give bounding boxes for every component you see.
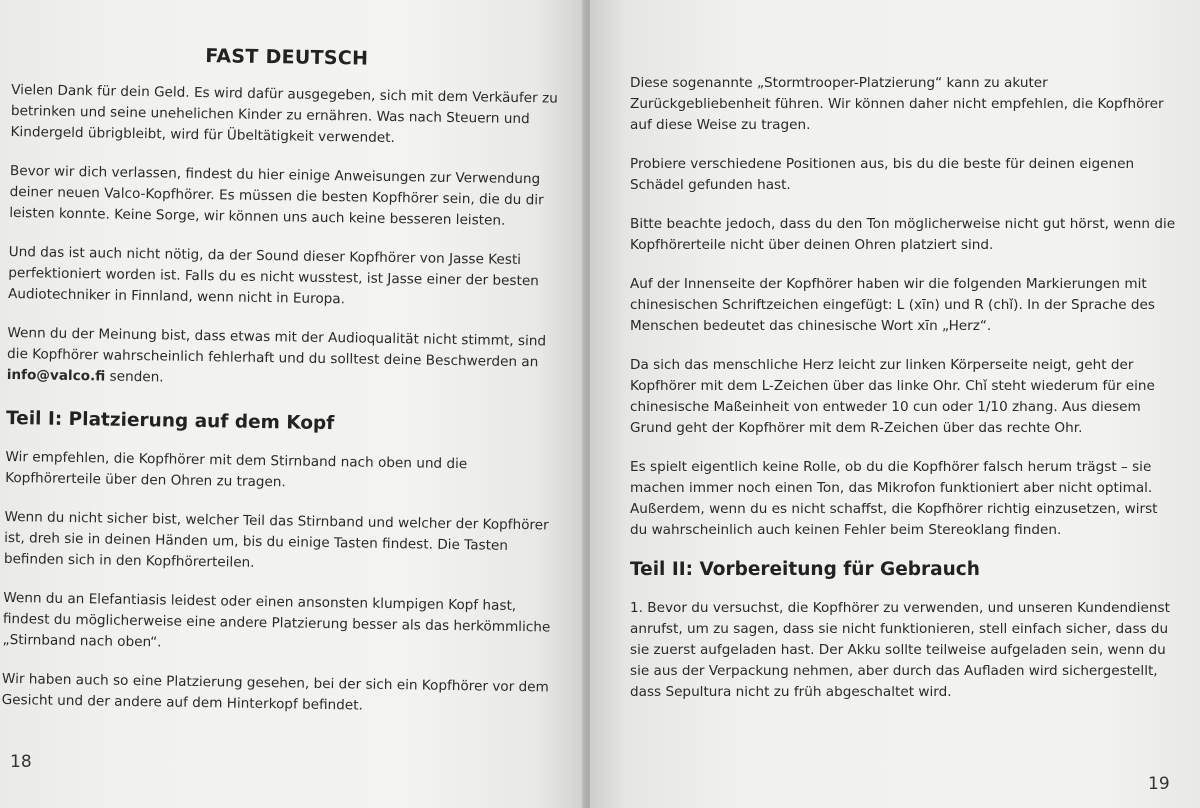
hearing-paragraph: Bitte beachte jedoch, dass du den Ton möglicherweise nicht gut hörst, wenn die Kopfhörerteile nicht über deinen Ohren platziert sind.: [630, 216, 1176, 253]
contact-email: info@valco.fi: [6, 366, 106, 385]
complaint-paragraph: [7, 323, 558, 395]
stormtrooper-paragraph: Diese sogenannte „Stormtrooper-Platzierung“ kann zu akuter Zurückgebliebenheit führen. Wir können daher nicht empfehlen, die Kopfhörer auf diese Weise zu tragen.: [630, 75, 1164, 133]
placement-paragraph: Wir empfehlen, die Kopfhörer mit dem Stirnband nach oben und die Kopfhörerteile über den Ohren zu tragen.: [5, 448, 468, 491]
wrong-way-paragraph: Es spielt eigentlich keine Rolle, ob du die Kopfhörer falsch herum trägst – sie machen immer noch einen Ton, das Mikrofon funktioniert aber nicht optimal. Außerdem, wenn du es nicht schaffst, die Kopfhörer richtig einzusetzen, wirst du wahrscheinlich auch keinen Fehler beim Stereoklang finden.: [630, 459, 1158, 538]
page-number-left: 18: [10, 752, 32, 772]
placement-paragraph: Wir haben auch so eine Platzierung gesehen, bei der sich ein Kopfhörer vor dem Gesicht und der andere auf dem Hinterkopf befindet.: [1, 670, 549, 714]
section-heading-part-2: Teil II: Vorbereitung für Gebrauch: [630, 559, 980, 580]
positions-paragraph: Probiere verschiedene Positionen aus, bis du die beste für deinen eigenen Schädel gefunden hast.: [630, 156, 1135, 193]
instructions-paragraph: Bevor wir dich verlassen, findest du hier einige Anweisungen zur Verwendung deiner neuen Valco-Kopfhörer. Es müssen die besten Kopfhörer sein, die du dir leisten konnte. Keine Sorge, wir können uns auch keine besseren leisten.: [9, 162, 544, 229]
heart-paragraph: Da sich das menschliche Herz leicht zur linken Körperseite neigt, geht der Kopfhörer mit dem L-Zeichen über das linke Ohr. Chǐ steht wiederum für eine chinesische Maßeinheit von entweder 10 cun oder 1/10 zhang. Aus diesem Grund geht der Kopfhörer mit dem R-Zeichen über das rechte Ohr.: [630, 357, 1155, 436]
complaint-end: senden.: [109, 368, 164, 386]
intro-paragraph: Vielen Dank für dein Geld. Es wird dafür ausgegeben, sich mit dem Verkäufer zu betrinken und seine unehelichen Kinder zu ernähren. Was nach Steuern und Kindergeld übrigbleibt, wird für Übeltätigkeit verwendet.: [10, 81, 558, 147]
page-title: FAST DEUTSCH: [205, 45, 369, 70]
left-page-content: [1, 42, 562, 738]
placement-paragraph: Wenn du an Elefantiasis leidest oder einen ansonsten klumpigen Kopf hast, findest du möglicherweise eine andere Platzierung besser als das herkömmliche „Stirnband nach oben“.: [2, 589, 551, 651]
complaint-text: Wenn du der Meinung bist, dass etwas mit der Audioqualität nicht stimmt, sind die Kopfhörer wahrscheinlich fehlerhaft und du solltest deine Beschwerden an: [6, 324, 547, 371]
placement-paragraph: Wenn du nicht sicher bist, welcher Teil das Stirnband und welcher der Kopfhörer ist, dreh sie in deinen Händen um, bis du einige Tasten findest. Die Tasten befinden sich in den Kopfhörerteilen.: [3, 508, 549, 571]
page-number-right: 19: [1148, 774, 1170, 794]
section-heading-part-1: Teil I: Platzierung auf dem Kopf: [5, 407, 335, 435]
left-page: [0, 0, 586, 808]
markings-paragraph: Auf der Innenseite der Kopfhörer haben wir die folgenden Markierungen mit chinesischen Schriftzeichen eingefügt: L (xīn) und R (chǐ). In der Sprache des Menschen bedeutet das chinesische Wort xīn „Herz“.: [630, 276, 1156, 334]
right-page-content: [630, 73, 1178, 721]
charging-paragraph: 1. Bevor du versuchst, die Kopfhörer zu verwenden, und unseren Kundendienst anrufst, um zu sagen, dass sie nicht funktionieren, stell einfach sicher, dass du sie zuerst aufgeladen hast. Der Akku sollte teilweise aufgeladen sein, wenn du sie aus der Verpackung nehmen, aber durch das Aufladen wird sichergestellt, dass Sepultura nicht zu früh abgeschaltet wird.: [630, 600, 1170, 700]
sound-paragraph: Und das ist auch nicht nötig, da der Sound dieser Kopfhörer von Jasse Kesti perfektioniert worden ist. Falls du es nicht wusstest, ist Jasse einer der besten Audiotechniker in Finnland, wenn nicht in Europa.: [7, 243, 539, 308]
right-page: [590, 0, 1200, 808]
